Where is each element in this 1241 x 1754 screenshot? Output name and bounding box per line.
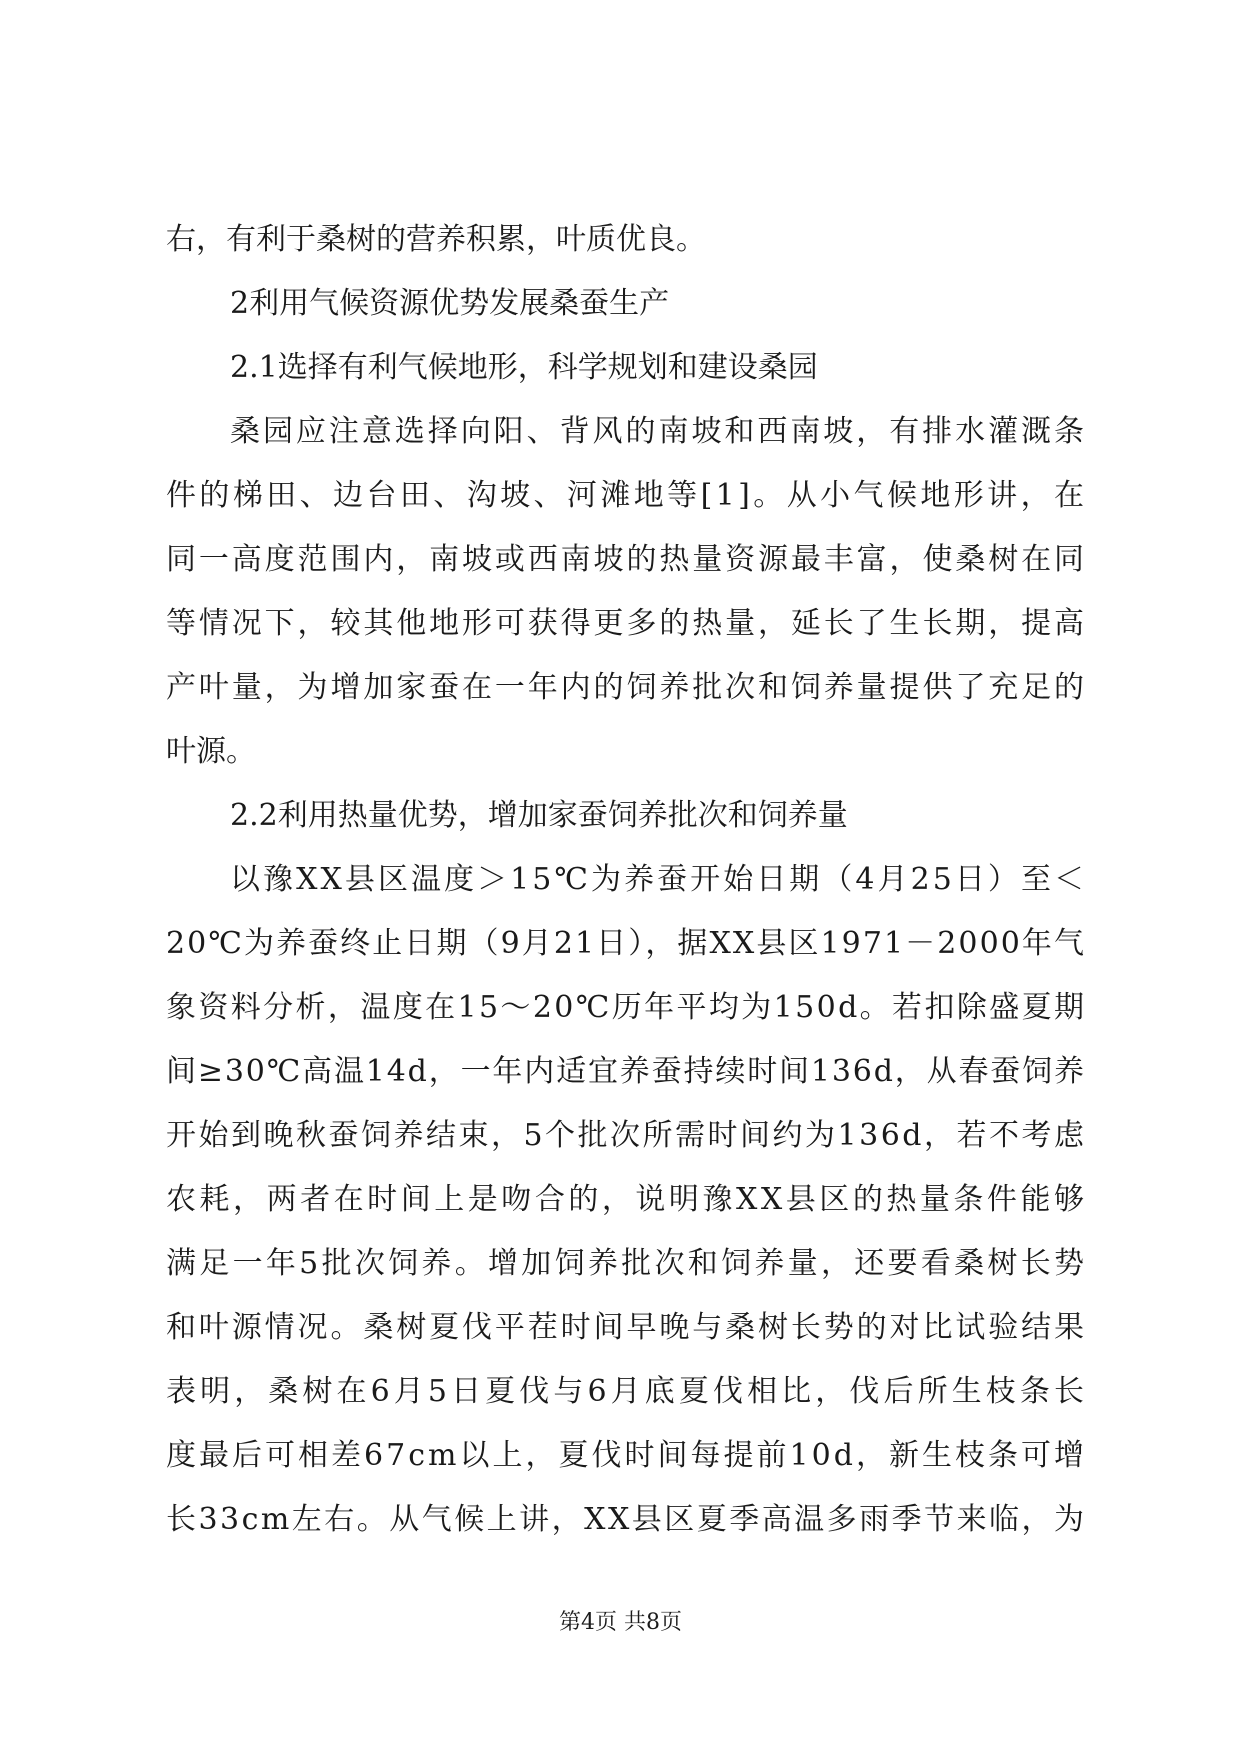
paragraph-line: 开始到晚秋蚕饲养结束，5个批次所需时间约为136d，若不考虑 xyxy=(166,1118,1087,1153)
paragraph-line: 以豫XX县区温度＞15℃为养蚕开始日期（4月25日）至＜ xyxy=(230,862,1088,897)
paragraph-line: 右，有利于桑树的营养积累，叶质优良。 xyxy=(166,222,706,257)
paragraph-line: 桑园应注意选择向阳、背风的南坡和西南坡，有排水灌溉条 xyxy=(230,414,1087,449)
subsection-heading: 2.1选择有利气候地形，科学规划和建设桑园 xyxy=(230,350,818,385)
paragraph-line: 间≥30℃高温14d，一年内适宜养蚕持续时间136d，从春蚕饲养 xyxy=(166,1054,1086,1089)
paragraph-line: 件的梯田、边台田、沟坡、河滩地等[1]。从小气候地形讲，在 xyxy=(166,478,1088,513)
paragraph-line: 等情况下，较其他地形可获得更多的热量，延长了生长期，提高 xyxy=(166,606,1087,641)
paragraph-line: 度最后可相差67cm以上，夏伐时间每提前10d，新生枝条可增 xyxy=(166,1438,1087,1473)
paragraph-line: 满足一年5批次饲养。增加饲养批次和饲养量，还要看桑树长势 xyxy=(166,1246,1088,1281)
paragraph-line: 产叶量，为增加家蚕在一年内的饲养批次和饲养量提供了充足的 xyxy=(166,670,1087,705)
paragraph-line: 象资料分析，温度在15～20℃历年平均为150d。若扣除盛夏期 xyxy=(166,990,1087,1025)
page-number-footer: 第4页 共8页 xyxy=(559,1610,682,1635)
paragraph-line: 同一高度范围内，南坡或西南坡的热量资源最丰富，使桑树在同 xyxy=(166,542,1087,577)
paragraph-line: 20℃为养蚕终止日期（9月21日），据XX县区1971－2000年气 xyxy=(166,926,1087,961)
paragraph-line: 表明，桑树在6月5日夏伐与6月底夏伐相比，伐后所生枝条长 xyxy=(166,1374,1089,1409)
subsection-heading: 2.2利用热量优势，增加家蚕饲养批次和饲养量 xyxy=(230,798,848,833)
paragraph-line: 农耗，两者在时间上是吻合的，说明豫XX县区的热量条件能够 xyxy=(166,1182,1088,1217)
paragraph-line: 叶源。 xyxy=(166,734,256,769)
body-text xyxy=(166,208,1089,1552)
section-heading: 2利用气候资源优势发展桑蚕生产 xyxy=(230,286,670,321)
paragraph-line: 和叶源情况。桑树夏伐平茬时间早晚与桑树长势的对比试验结果 xyxy=(166,1310,1087,1345)
paragraph-line: 长33cm左右。从气候上讲，XX县区夏季高温多雨季节来临，为 xyxy=(166,1502,1087,1537)
